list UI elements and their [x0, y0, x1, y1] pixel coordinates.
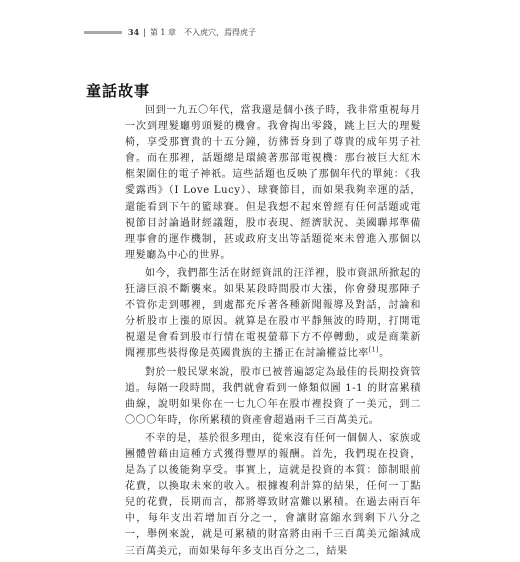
section-title: 童話故事	[86, 82, 151, 100]
paragraph-1	[125, 103, 421, 264]
paragraph-3	[125, 365, 421, 429]
header-rule	[84, 31, 122, 34]
paragraph-2-text: 如今，我們都生活在財經資訊的汪洋裡，股市資訊所掀起的狂濤巨浪不斷襲來。如果某段時間股市大漲，你會發現那陣子不管你走到哪裡，到處都充斥著各種新聞報導及對話，討論和分析股市上漲的原因。就算是在股市平靜無波的時期，打開電視還是會看到股市行情在電視螢幕下方不停轉動，或是商業新聞裡那些裝得像是英國貴族的主播正在討論權益比率	[125, 267, 421, 360]
chapter-title: 不入虎穴，焉得虎子	[184, 28, 257, 37]
paragraph-4	[125, 431, 421, 560]
chapter-label: 第 1 章	[149, 28, 177, 37]
body-text	[125, 103, 421, 562]
paragraph-4-text: 不幸的是，基於很多理由，從來沒有任何一個個人、家族或團體曾藉由這種方式獲得豐厚的報酬。首先，我們現在投資，是為了以後能夠享受。事實上，這就是投資的本質：節制眼前花費，以換取未來的收入。根據複利計算的結果，任何一丁點兒的花費，長期而言，都將導致財富難以累積。在過去兩百年中，每年支出若增加百分之一，會讓財富縮水到剩下八分之一，舉例來說，就是可累積的財富將由兩千三百萬美元縮減成三百萬美元，而如果每年多支出百分之二，結果	[125, 432, 421, 557]
header-text: 34 | 第 1 章 不入虎穴，焉得虎子	[128, 27, 257, 37]
running-header	[0, 24, 520, 40]
paragraph-1-text: 回到一九五〇年代，當我還是個小孩子時，我非常重視每月一次到理髮廳剪頭髮的機會。我會掏出零錢，跳上巨大的理髮椅，享受那寶貴的十五分鐘，彷彿晉身到了尊貴的成年男子社會。而在那裡，話題總是環繞著那部電視機：那台被巨大紅木框架圍住的電子神祇。這些話題也反映了那個年代的單純：《我愛露西》（I Love Lucy）、球賽節目，而如果我夠幸運的話，還能看到下午的籃球賽。但是我想不起來曾經有任何話題或電視節目討論過財經議題，股市表現、經濟狀況、美國聯邦準備理事會的運作機制，甚或政府支出等話題從來未曾進入那個以理髮廳為中心的世界。	[125, 105, 421, 261]
paragraph-2: 如今，我們都生活在財經資訊的汪洋裡，股市資訊所掀起的狂濤巨浪不斷襲來。如果某段時間股市大漲，你會發現那陣子不管你走到哪裡，到處都充斥著各種新聞報導及對話，討論和分析股市上漲的原因。就算是在股市平靜無波的時期，打開電視還是會看到股市行情在電視螢幕下方不停轉動，或是商業新聞裡那些裝得像是英國貴族的主播正在討論權益比率[1]。	[125, 267, 421, 360]
page-number: 34	[128, 27, 140, 37]
paragraph-3-text: 對於一般民眾來說，股市已被普遍認定為最佳的長期投資管道。每隔一段時間，我們就會看到一條類似圖 1-1 的財富累積曲線，說明如果你在一七九〇年在股市裡投資了一美元，到二〇〇〇年時，你所累積的資產會超過兩千三百萬美元。	[125, 366, 421, 426]
footnote-marker: [1]	[368, 347, 380, 355]
